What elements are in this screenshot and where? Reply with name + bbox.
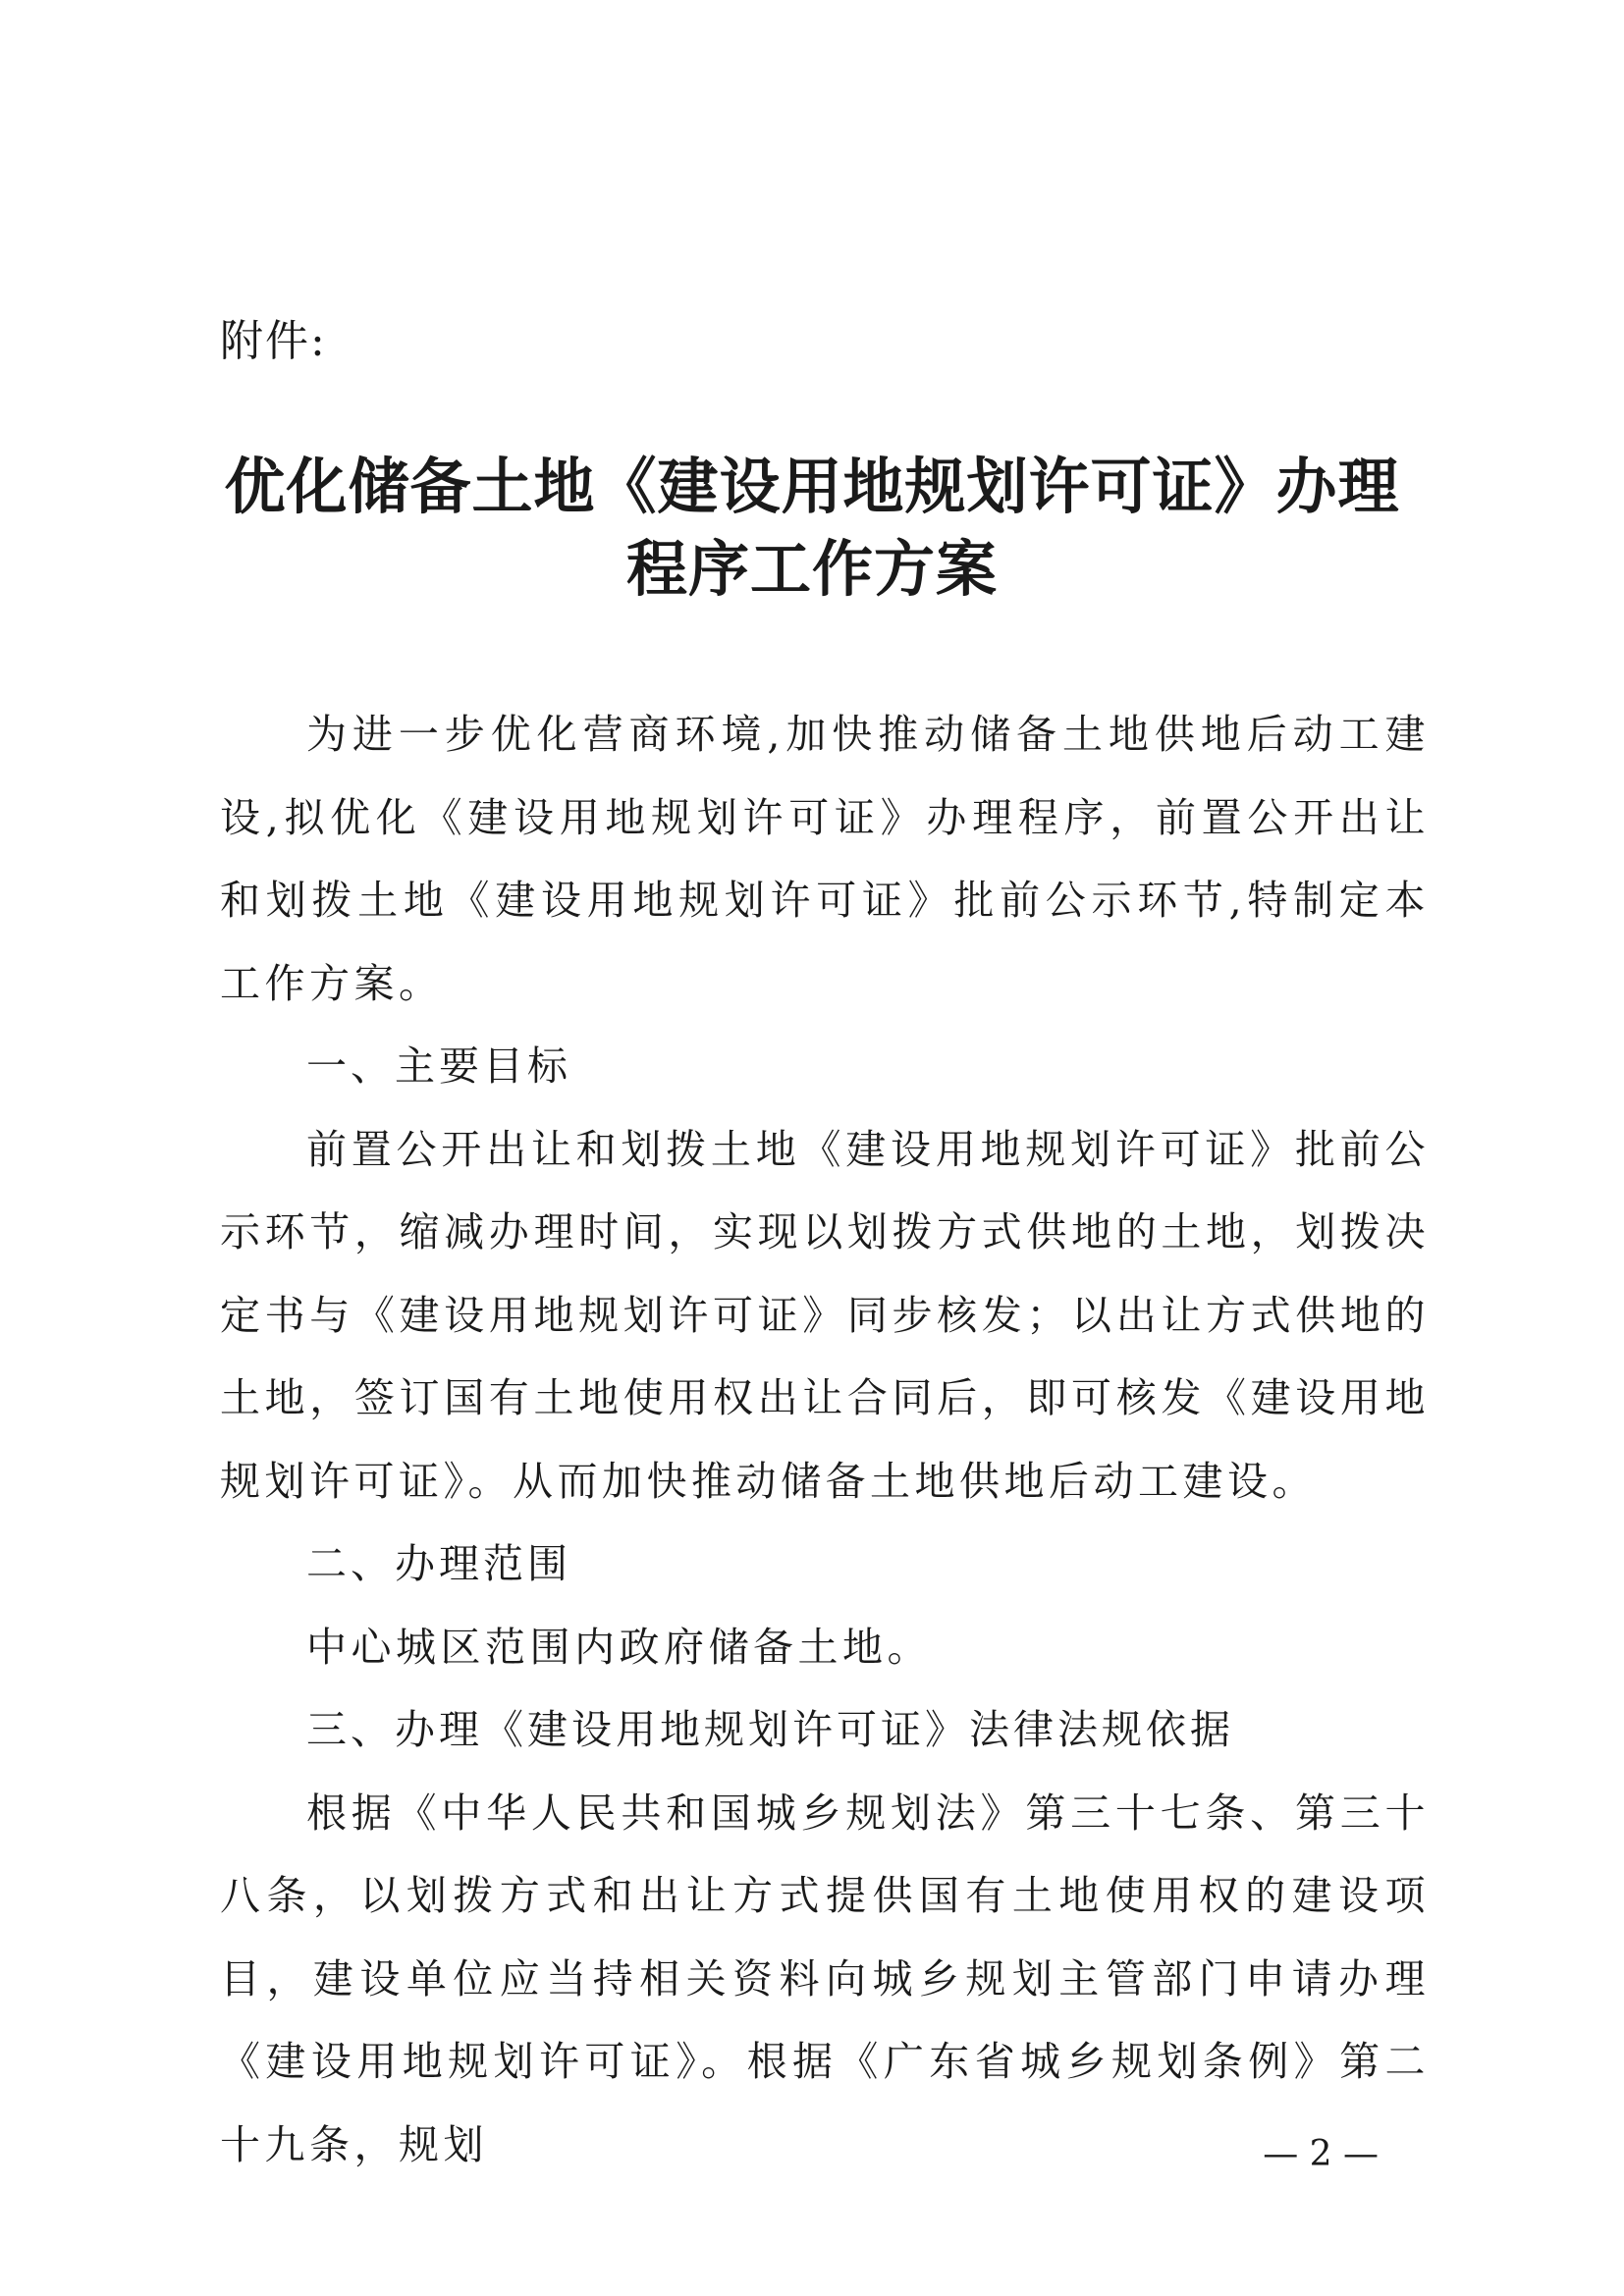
title-line-1: 优化储备土地《建设用地规划许可证》办理: [224, 451, 1400, 522]
title-line-2: 程序工作方案: [625, 533, 998, 605]
document-body: [220, 693, 1430, 2186]
section-heading-1: 一、主要目标: [306, 1042, 571, 1090]
intro-paragraph: 为进一步优化营商环境,加快推动储备土地供地后动工建设,拟优化《建设用地规划许可证》办理程序，前置公开出让和划拨土地《建设用地规划许可证》批前公示环节,特制定本工作方案。: [220, 711, 1430, 1007]
section-heading-2: 二、办理范围: [306, 1540, 571, 1587]
paragraph-legal-basis: 根据《中华人民共和国城乡规划法》第三十七条、第三十八条，以划拨方式和出让方式提供国有土地使用权的建设项目，建设单位应当持相关资料向城乡规划主管部门申请办理《建设用地规划许可证》。根据《广东省城乡规划条例》第二十九条，规划: [220, 1789, 1430, 2168]
attachment-label: 附件:: [220, 316, 327, 366]
document-title: [0, 446, 1624, 611]
section-heading-3: 三、办理《建设用地规划许可证》法律法规依据: [306, 1706, 1234, 1753]
paragraph-main-goal: 前置公开出让和划拨土地《建设用地规划许可证》批前公示环节，缩减办理时间，实现以划拨方式供地的土地，划拨决定书与《建设用地规划许可证》同步核发；以出让方式供地的土地，签订国有土地使用权出让合同后，即可核发《建设用地规划许可证》。从而加快推动储备土地供地后动工建设。: [220, 1125, 1430, 1505]
paragraph-scope: 中心城区范围内政府储备土地。: [306, 1623, 932, 1671]
page-number: — 2 —: [1263, 2134, 1379, 2174]
